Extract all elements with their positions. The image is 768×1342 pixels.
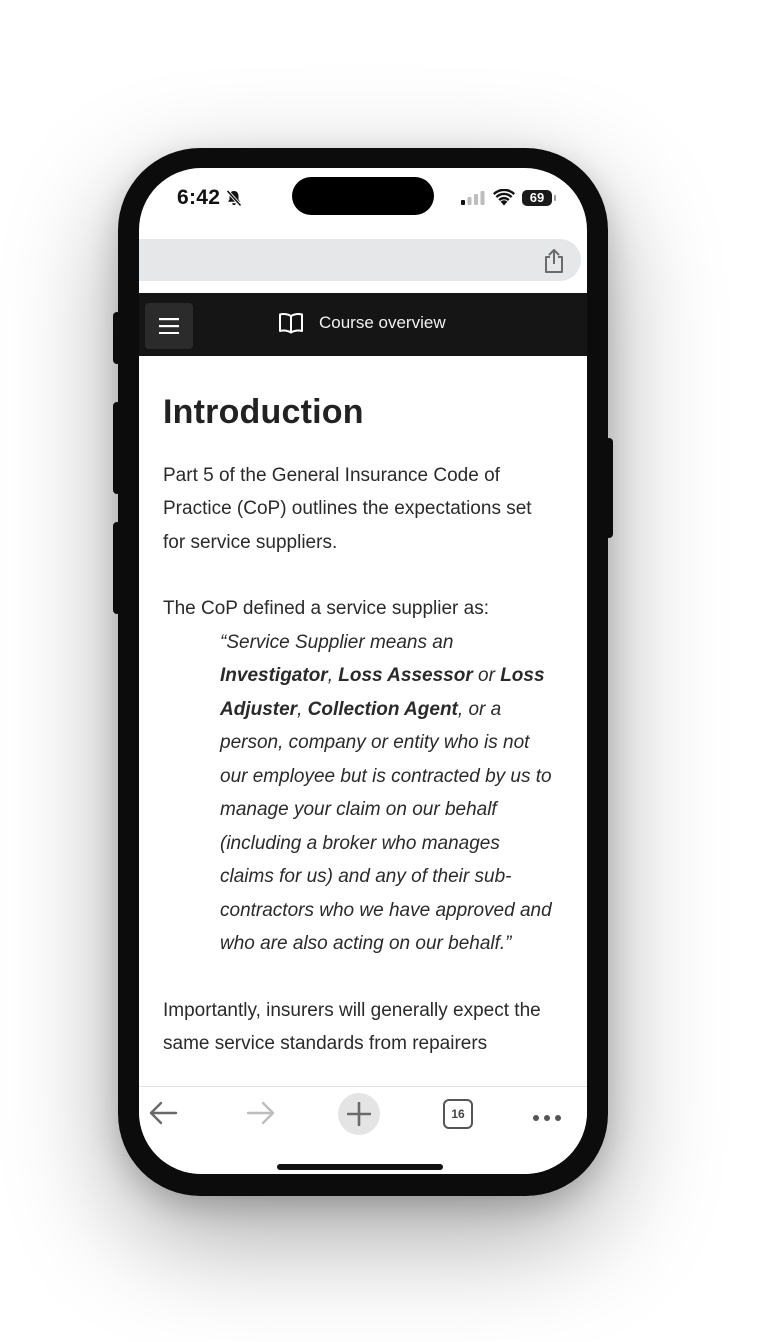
more-dots-icon[interactable] [532, 1109, 562, 1127]
importance-paragraph: Importantly, insurers will generally expect the same service standards from repairers [163, 999, 541, 1055]
menu-button[interactable] [145, 303, 193, 349]
definition-quote [220, 626, 555, 961]
quote-text: or [472, 665, 501, 687]
hamburger-icon [159, 318, 179, 334]
cellular-signal-icon [461, 191, 487, 210]
status-time: 6:42 [177, 186, 221, 209]
plus-icon [347, 1102, 371, 1126]
quote-term-loss-adjuster: Loss Adjuster [220, 665, 545, 720]
share-icon[interactable] [543, 248, 565, 279]
quote-text: “Service Supplier means an [220, 631, 454, 653]
wifi-icon [493, 189, 515, 211]
arrow-left-icon[interactable] [148, 1101, 178, 1130]
quote-term-loss-assessor: Loss Assessor [338, 665, 473, 687]
definition-lead: The CoP defined a service supplier as: [163, 598, 489, 620]
phone-screen [139, 168, 587, 1174]
dynamic-island [292, 177, 434, 215]
new-tab-button[interactable] [338, 1093, 380, 1135]
bell-muted-icon [225, 189, 243, 212]
course-nav-bar [139, 293, 587, 356]
quote-term-collection-agent: Collection Agent [307, 698, 458, 720]
action-button [113, 312, 121, 364]
intro-paragraph: Part 5 of the General Insurance Code of Practice (CoP) outlines the expectations set for service suppliers. [163, 464, 532, 553]
arrow-right-icon[interactable] [246, 1101, 276, 1130]
battery-indicator: 69 [522, 190, 552, 206]
quote-term-investigator: Investigator [220, 665, 328, 687]
address-bar[interactable] [139, 239, 581, 281]
course-overview-link[interactable]: Course overview [319, 313, 446, 332]
article-content [163, 392, 553, 1061]
browser-toolbar [139, 1086, 587, 1174]
quote-text: , [297, 698, 308, 720]
volume-down-button [113, 522, 121, 614]
open-book-icon [278, 312, 304, 339]
home-indicator [277, 1164, 443, 1170]
power-button [605, 438, 613, 538]
tabs-button[interactable]: 16 [443, 1099, 473, 1129]
volume-up-button [113, 402, 121, 494]
page-title: Introduction [163, 393, 364, 431]
quote-text: , [327, 665, 339, 687]
quote-text: , or a person, company or entity who is not our employee but is contracted by us to manage your claim on our behalf (including a broker who manages claims for us) and any of their sub-contractors who we have approved and who are also acting on our behalf.” [220, 698, 552, 955]
